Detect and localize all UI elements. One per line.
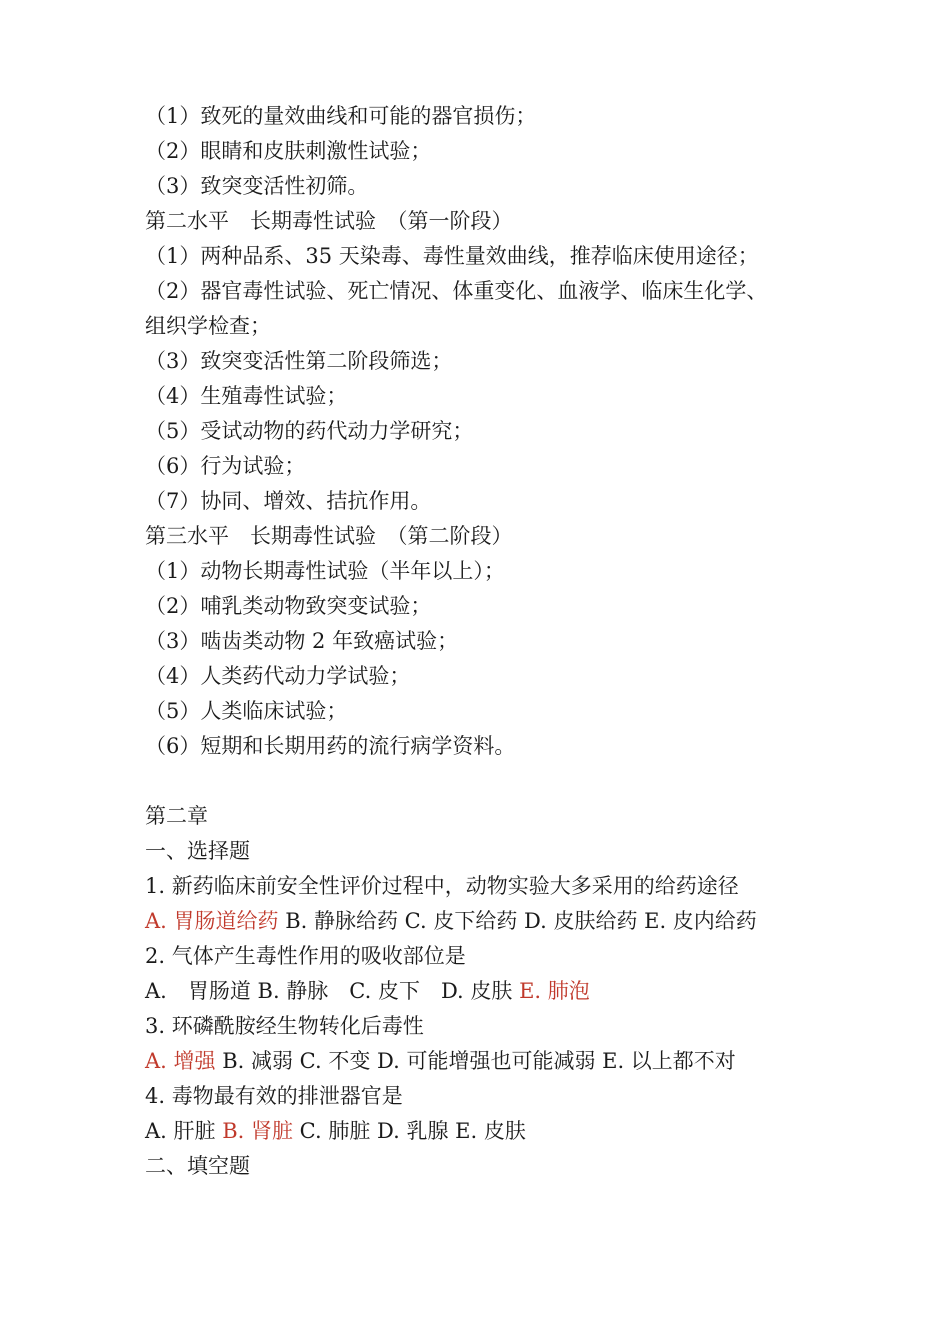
question-4-answer: B. 肾脏 bbox=[222, 1119, 293, 1143]
chapter-title: 第二章 bbox=[145, 804, 208, 828]
level3-item-1: （1）动物长期毒性试验（半年以上）； bbox=[145, 559, 505, 583]
question-3-answer: A. 增强 bbox=[145, 1049, 216, 1073]
question-2-stem: 2. 气体产生毒性作用的吸收部位是 bbox=[145, 944, 466, 968]
question-1-stem: 1. 新药临床前安全性评价过程中，动物实验大多采用的给药途径 bbox=[145, 874, 739, 898]
question-4-option-a: A. 肝脏 bbox=[145, 1119, 223, 1143]
level2-item-2-cont: 组织学检查； bbox=[145, 314, 271, 338]
level2-item-7: （7）协同、增效、拮抗作用。 bbox=[145, 489, 432, 513]
question-3-options bbox=[145, 1044, 865, 1079]
level2-item-3: （3）致突变活性第二阶段筛选； bbox=[145, 349, 453, 373]
level3-item-4: （4）人类药代动力学试验； bbox=[145, 664, 411, 688]
section-fill-heading: 二、填空题 bbox=[145, 1154, 250, 1178]
question-4-stem: 4. 毒物最有效的排泄器官是 bbox=[145, 1084, 403, 1108]
level2-item-2: （2）器官毒性试验、死亡情况、体重变化、血液学、临床生化学、 bbox=[145, 279, 768, 303]
level3-item-2: （2）哺乳类动物致突变试验； bbox=[145, 594, 432, 618]
level2-item-4: （4）生殖毒性试验； bbox=[145, 384, 348, 408]
question-4-other-options: C. 肺脏 D. 乳腺 E. 皮肤 bbox=[293, 1119, 526, 1143]
level2-item-5: （5）受试动物的药代动力学研究； bbox=[145, 419, 474, 443]
question-1-other-options: B. 静脉给药 C. 皮下给药 D. 皮肤给药 E. 皮内给药 bbox=[278, 909, 757, 933]
level1-item-1: （1）致死的量效曲线和可能的器官损伤； bbox=[145, 104, 537, 128]
level2-item-6: （6）行为试验； bbox=[145, 454, 306, 478]
level3-item-6: （6）短期和长期用药的流行病学资料。 bbox=[145, 734, 516, 758]
question-4-options bbox=[145, 1114, 865, 1149]
level3-item-3: （3）啮齿类动物 2 年致癌试验； bbox=[145, 629, 459, 653]
question-2-other-options: A. 胃肠道 B. 静脉 C. 皮下 D. 皮肤 bbox=[145, 979, 520, 1003]
level1-item-3: （3）致突变活性初筛。 bbox=[145, 174, 369, 198]
level3-item-5: （5）人类临床试验； bbox=[145, 699, 348, 723]
question-1-options bbox=[145, 904, 865, 939]
level2-item-1: （1）两种品系、35 天染毒、毒性量效曲线，推荐临床使用途径； bbox=[145, 244, 759, 268]
question-3-stem: 3. 环磷酰胺经生物转化后毒性 bbox=[145, 1014, 424, 1038]
question-2-answer: E. 肺泡 bbox=[519, 979, 590, 1003]
section-choice-heading: 一、选择题 bbox=[145, 839, 250, 863]
question-1-answer: A. 胃肠道给药 bbox=[145, 909, 279, 933]
level1-item-2: （2）眼睛和皮肤刺激性试验； bbox=[145, 139, 432, 163]
question-3-other-options: B. 减弱 C. 不变 D. 可能增强也可能减弱 E. 以上都不对 bbox=[215, 1049, 736, 1073]
level3-heading: 第三水平 长期毒性试验 （第二阶段） bbox=[145, 524, 513, 548]
level2-heading: 第二水平 长期毒性试验 （第一阶段） bbox=[145, 209, 513, 233]
question-2-options bbox=[145, 974, 865, 1009]
